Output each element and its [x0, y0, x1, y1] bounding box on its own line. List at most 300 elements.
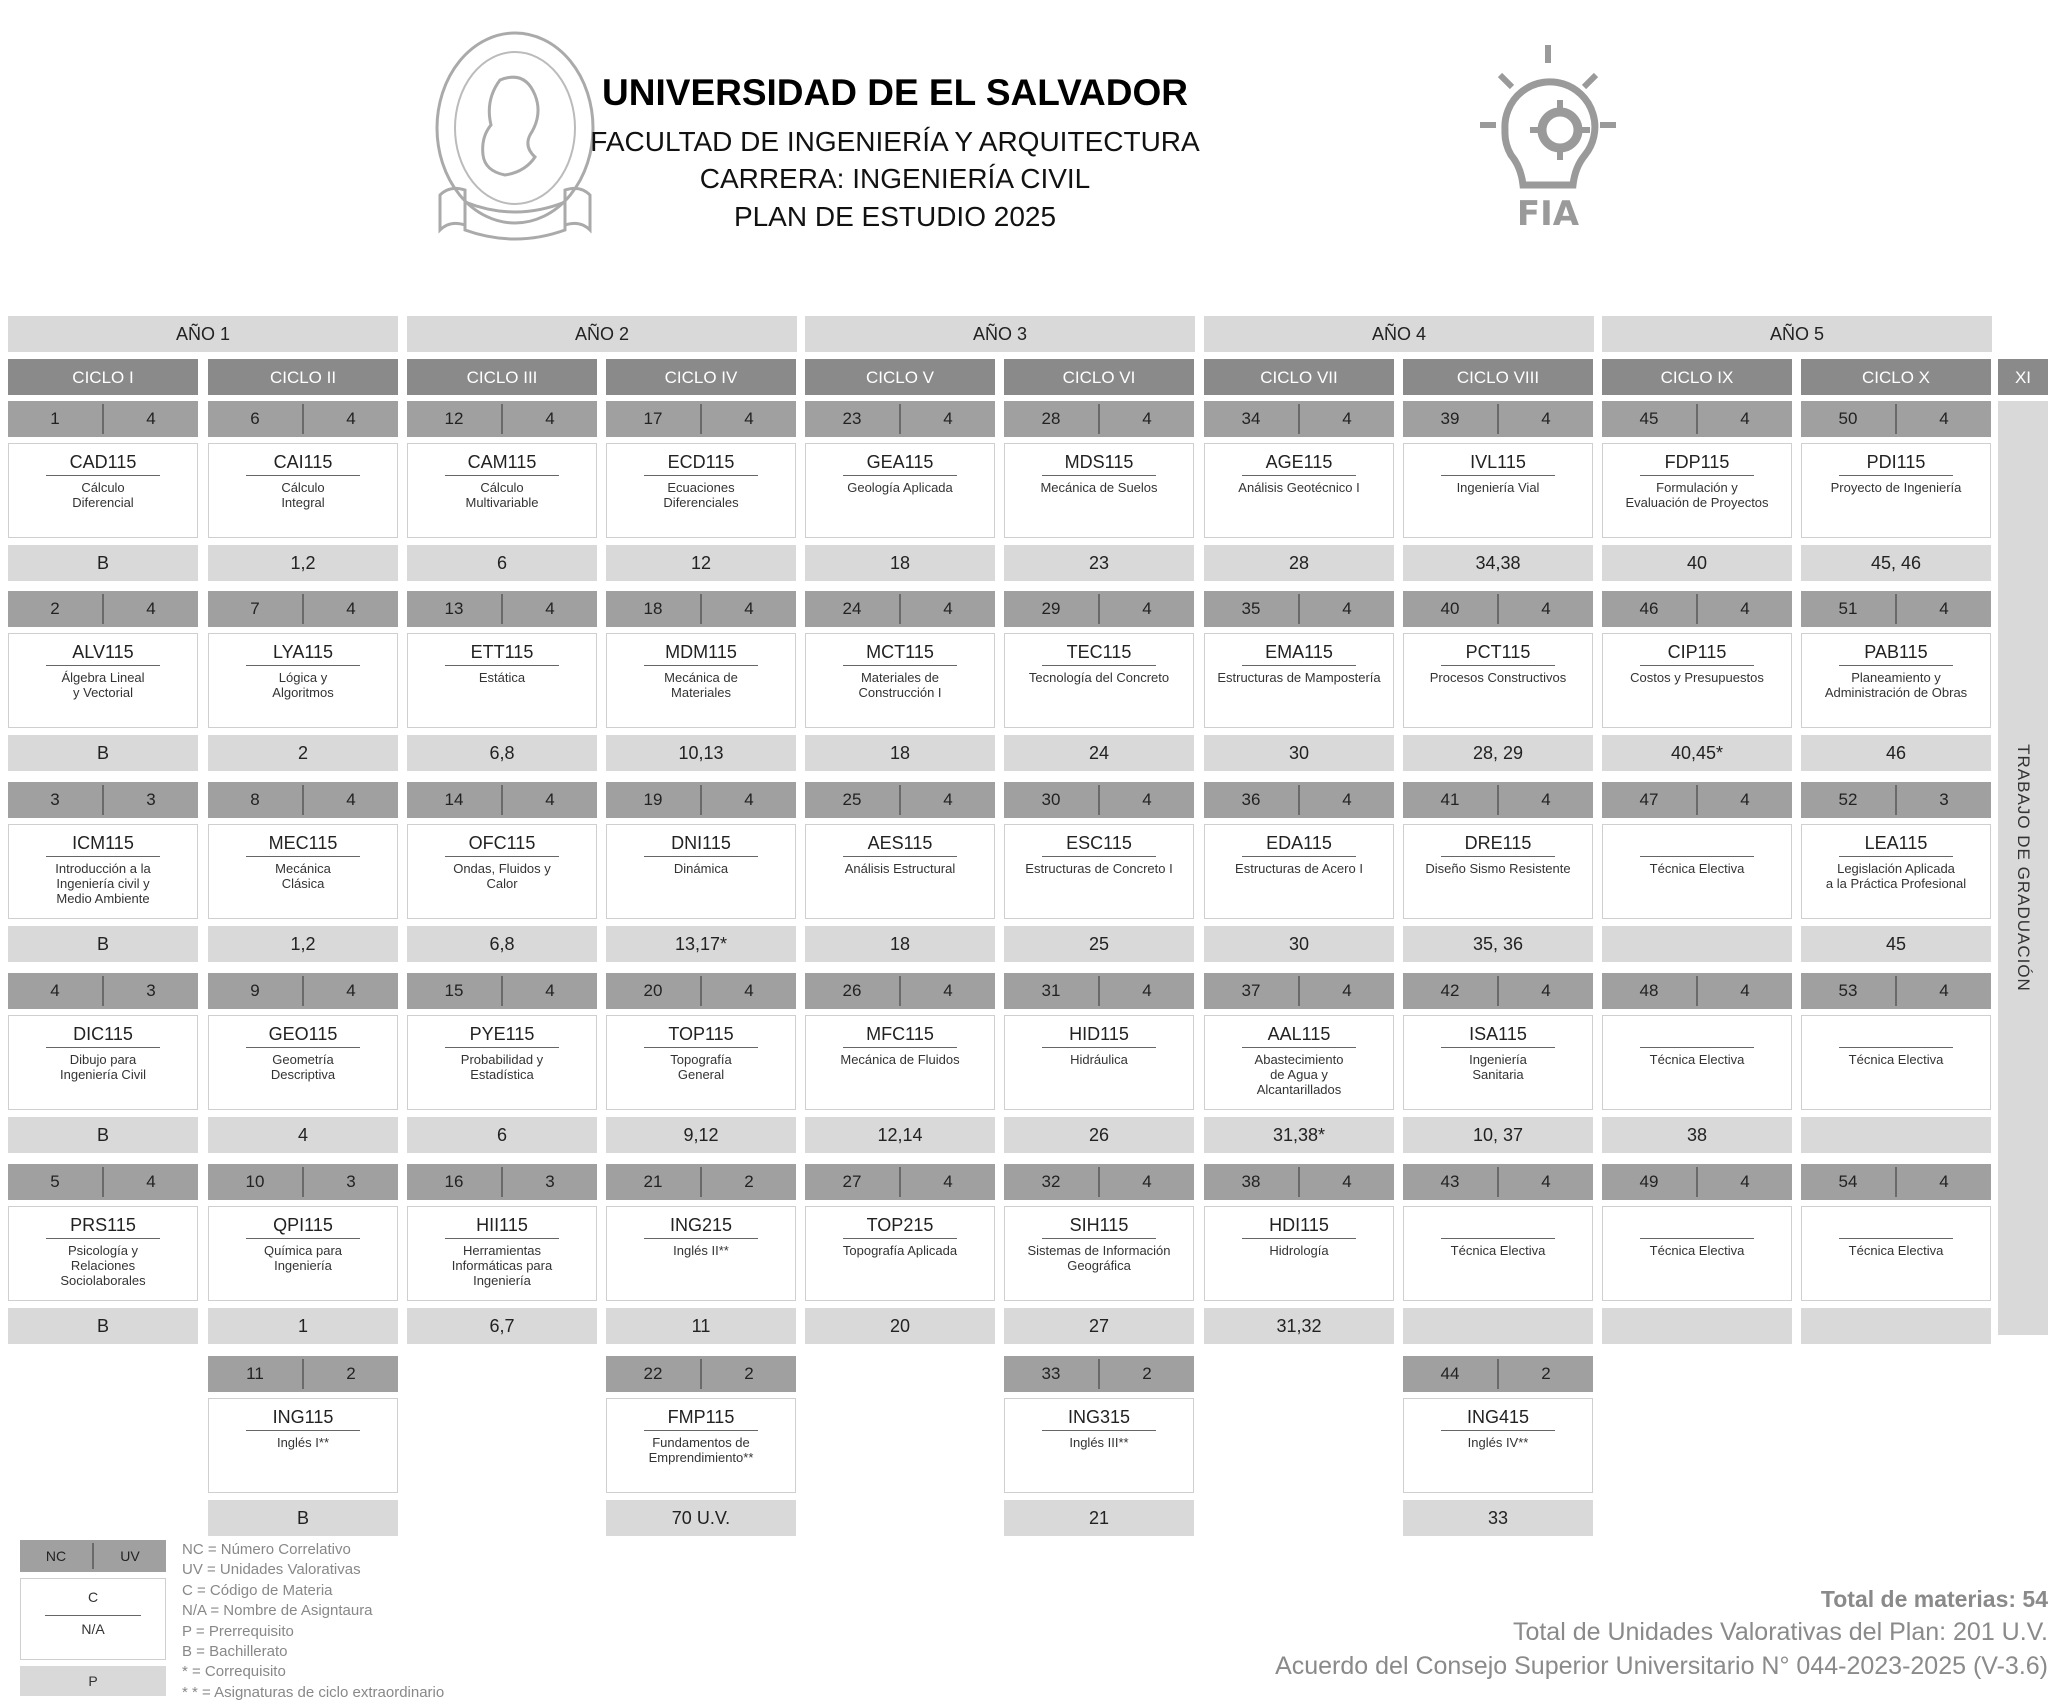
- course-card[interactable]: [1403, 401, 1593, 581]
- course-card[interactable]: [1403, 1164, 1593, 1344]
- course-units: 4: [1740, 409, 1750, 428]
- course-prerequisite: 1,2: [208, 545, 398, 581]
- course-number: 50: [1838, 409, 1858, 428]
- course-code: ING315: [1067, 1407, 1131, 1427]
- course-card[interactable]: [1801, 1164, 1991, 1344]
- course-number: 28: [1041, 409, 1061, 428]
- course-units: 4: [1142, 981, 1152, 1000]
- course-units: 4: [744, 409, 754, 428]
- course-card[interactable]: [805, 401, 995, 581]
- cycle-header: CICLO I: [8, 359, 198, 395]
- course-number: 1: [50, 409, 60, 428]
- course-prerequisite: B: [8, 1117, 198, 1153]
- faculty-title: FACULTAD DE INGENIERÍA Y ARQUITECTURA: [590, 126, 1200, 157]
- course-prerequisite: 6,8: [407, 735, 597, 771]
- course-card[interactable]: [1403, 973, 1593, 1153]
- course-nc-uv: [606, 973, 796, 1009]
- course-nc-uv: [1004, 401, 1194, 437]
- course-number: 49: [1639, 1172, 1659, 1191]
- course-name: Introducción a la Ingeniería civil y Medio Ambiente: [55, 861, 151, 906]
- plan-title: PLAN DE ESTUDIO 2025: [733, 201, 1057, 232]
- course-code: FMP115: [667, 1407, 735, 1427]
- course-prerequisite: 45, 46: [1801, 545, 1991, 581]
- course-card[interactable]: [1004, 1356, 1194, 1536]
- course-units: 4: [346, 981, 356, 1000]
- course-prerequisite: 30: [1204, 926, 1394, 962]
- course-card[interactable]: [1801, 782, 1991, 962]
- course-prerequisite: 31,38*: [1204, 1117, 1394, 1153]
- course-nc-uv: [1602, 782, 1792, 818]
- course-prerequisite: 2: [208, 735, 398, 771]
- svg-text:FIA: FIA: [1516, 194, 1580, 234]
- course-code: CAI115: [273, 452, 333, 472]
- course-box: [1204, 1206, 1394, 1301]
- course-card[interactable]: [606, 1356, 796, 1536]
- course-units: 4: [744, 790, 754, 809]
- course-units: 4: [943, 599, 953, 618]
- course-card[interactable]: [606, 1164, 796, 1344]
- course-box: [8, 824, 198, 919]
- course-code: ETT115: [470, 642, 534, 662]
- course-box: [1004, 443, 1194, 538]
- year-header: AÑO 1: [8, 316, 398, 352]
- course-prerequisite: 28: [1204, 545, 1394, 581]
- course-card[interactable]: [1204, 1164, 1394, 1344]
- course-card[interactable]: [208, 973, 398, 1153]
- course-card[interactable]: [805, 1164, 995, 1344]
- course-name: Abastecimiento de Agua y Alcantarillados: [1254, 1052, 1344, 1097]
- year-header: AÑO 3: [805, 316, 1195, 352]
- course-box: [1204, 824, 1394, 919]
- course-name: Herramientas Informáticas para Ingeniería: [451, 1243, 553, 1288]
- course-card[interactable]: [606, 782, 796, 962]
- course-nc-uv: [8, 591, 198, 627]
- course-box: [208, 1015, 398, 1110]
- course-number: 37: [1241, 981, 1261, 1000]
- course-box: [1801, 633, 1991, 728]
- course-name: Mecánica Clásica: [275, 861, 331, 891]
- course-name: Hidráulica: [1070, 1052, 1128, 1067]
- course-units: 4: [146, 599, 156, 618]
- course-card[interactable]: [606, 591, 796, 771]
- course-box: [1204, 443, 1394, 538]
- course-nc-uv: [1801, 401, 1991, 437]
- course-units: 4: [1939, 981, 1949, 1000]
- course-card[interactable]: [208, 1356, 398, 1536]
- course-code: EMA115: [1265, 642, 1333, 662]
- course-nc-uv: [1602, 401, 1792, 437]
- course-code: MDS115: [1064, 452, 1134, 472]
- course-box: [805, 1015, 995, 1110]
- course-number: 53: [1838, 981, 1858, 1000]
- course-units: 4: [545, 981, 555, 1000]
- course-name: Legislación Aplicada a la Práctica Profesional: [1825, 861, 1967, 891]
- course-card[interactable]: [606, 401, 796, 581]
- career-title: CARRERA: INGENIERÍA CIVIL: [699, 163, 1091, 194]
- course-card[interactable]: [1403, 782, 1593, 962]
- course-card[interactable]: [1204, 782, 1394, 962]
- course-card[interactable]: [1004, 782, 1194, 962]
- course-prerequisite: 38: [1602, 1117, 1792, 1153]
- course-nc-uv: [1801, 1164, 1991, 1200]
- course-units: 4: [146, 1172, 156, 1191]
- course-card[interactable]: [1004, 973, 1194, 1153]
- legend-line: * = Correquisito: [182, 1663, 286, 1681]
- course-nc-uv: [805, 591, 995, 627]
- course-prerequisite: B: [8, 1308, 198, 1344]
- course-box: [805, 824, 995, 919]
- course-units: 4: [1342, 409, 1352, 428]
- course-units: 2: [744, 1172, 754, 1191]
- course-number: 2: [50, 599, 60, 618]
- course-card[interactable]: [208, 401, 398, 581]
- course-box: [1403, 443, 1593, 538]
- course-card[interactable]: [1004, 401, 1194, 581]
- course-card[interactable]: [1801, 973, 1991, 1153]
- course-code: FDP115: [1664, 452, 1730, 472]
- course-units: 3: [1939, 790, 1949, 809]
- course-number: 12: [444, 409, 464, 428]
- course-box: [1602, 1206, 1792, 1301]
- course-code: MEC115: [268, 833, 338, 853]
- course-box: [1403, 824, 1593, 919]
- course-code: ING115: [272, 1407, 334, 1427]
- course-number: 4: [50, 981, 60, 1000]
- course-nc-uv: [208, 973, 398, 1009]
- year-header: AÑO 5: [1602, 316, 1992, 352]
- legend-c: C: [87, 1589, 99, 1605]
- course-prerequisite: 6,8: [407, 926, 597, 962]
- course-box: [606, 824, 796, 919]
- course-name: Ingeniería Sanitaria: [1469, 1052, 1527, 1082]
- legend-line: * * = Asignaturas de ciclo extraordinario: [182, 1683, 445, 1701]
- total-uv: Total de Unidades Valorativas del Plan: 201 U.V.: [1512, 1618, 2048, 1646]
- course-card[interactable]: [1602, 973, 1792, 1153]
- course-nc-uv: [1801, 782, 1991, 818]
- course-prerequisite: 30: [1204, 735, 1394, 771]
- legend-nc: NC: [45, 1548, 67, 1564]
- course-nc-uv: [407, 591, 597, 627]
- course-units: 4: [744, 599, 754, 618]
- course-code: ALV115: [72, 642, 134, 662]
- cycle-header: CICLO VII: [1204, 359, 1394, 395]
- cycle-header: CICLO VI: [1004, 359, 1194, 395]
- course-box: [208, 633, 398, 728]
- course-name: Topografía General: [670, 1052, 732, 1082]
- course-number: 34: [1241, 409, 1261, 428]
- course-name: Inglés II**: [673, 1243, 729, 1258]
- course-code: DIC115: [73, 1024, 133, 1044]
- course-card[interactable]: [407, 591, 597, 771]
- course-nc-uv: [805, 401, 995, 437]
- course-code: HDI115: [1269, 1215, 1329, 1235]
- course-number: 20: [643, 981, 663, 1000]
- course-code: MCT115: [866, 642, 934, 662]
- course-units: 3: [346, 1172, 356, 1191]
- course-number: 44: [1440, 1364, 1460, 1383]
- course-name: Costos y Presupuestos: [1630, 670, 1764, 685]
- course-number: 22: [643, 1364, 663, 1383]
- course-units: 4: [346, 599, 356, 618]
- course-prerequisite: 10, 37: [1403, 1117, 1593, 1153]
- course-name: Ingeniería Vial: [1456, 480, 1540, 495]
- course-card[interactable]: [407, 1164, 597, 1344]
- course-prerequisite: 31,32: [1204, 1308, 1394, 1344]
- course-number: 5: [50, 1172, 60, 1191]
- course-card[interactable]: [8, 401, 198, 581]
- course-name: Sistemas de Información Geográfica: [1027, 1243, 1171, 1273]
- course-prerequisite: 6: [407, 1117, 597, 1153]
- council-agreement: Acuerdo del Consejo Superior Universitario N° 044-2023-2025 (V-3.6): [1275, 1652, 2048, 1680]
- course-card[interactable]: [606, 973, 796, 1153]
- course-units: 4: [346, 790, 356, 809]
- course-code: OFC115: [468, 833, 536, 853]
- course-prerequisite: [1602, 926, 1792, 962]
- course-box: [606, 1398, 796, 1493]
- course-prerequisite: 23: [1004, 545, 1194, 581]
- course-box: [1602, 443, 1792, 538]
- course-prerequisite: 18: [805, 735, 995, 771]
- course-card[interactable]: [1204, 401, 1394, 581]
- course-units: 3: [146, 790, 156, 809]
- course-nc-uv: [208, 782, 398, 818]
- course-name: Inglés I**: [276, 1435, 330, 1450]
- course-card[interactable]: [1204, 973, 1394, 1153]
- course-units: 4: [1541, 409, 1551, 428]
- course-box: [407, 443, 597, 538]
- course-number: 40: [1440, 599, 1460, 618]
- course-number: 16: [444, 1172, 464, 1191]
- course-number: 14: [444, 790, 464, 809]
- course-card[interactable]: [805, 973, 995, 1153]
- course-prerequisite: 45: [1801, 926, 1991, 962]
- course-prerequisite: 46: [1801, 735, 1991, 771]
- course-name: Estructuras de Concreto I: [1025, 861, 1173, 876]
- course-nc-uv: [1204, 591, 1394, 627]
- course-code: GEO115: [268, 1024, 338, 1044]
- course-box: [1004, 1398, 1194, 1493]
- course-units: 4: [545, 599, 555, 618]
- course-box: [1004, 824, 1194, 919]
- course-card[interactable]: [805, 782, 995, 962]
- course-card[interactable]: [407, 973, 597, 1153]
- course-units: 4: [1541, 599, 1551, 618]
- course-nc-uv: [1204, 401, 1394, 437]
- legend-key: [20, 1540, 170, 1700]
- course-code: PDI115: [1866, 452, 1926, 472]
- course-box: [1602, 824, 1792, 919]
- course-card[interactable]: [1403, 1356, 1593, 1536]
- course-box: [208, 443, 398, 538]
- course-number: 48: [1639, 981, 1659, 1000]
- course-units: 2: [744, 1364, 754, 1383]
- course-number: 45: [1639, 409, 1659, 428]
- course-prerequisite: 20: [805, 1308, 995, 1344]
- course-number: 36: [1241, 790, 1261, 809]
- course-prerequisite: 70 U.V.: [606, 1500, 796, 1536]
- course-code: QPI115: [273, 1215, 333, 1235]
- course-name: Lógica y Algoritmos: [272, 670, 334, 700]
- course-name: Planeamiento y Administración de Obras: [1824, 670, 1968, 700]
- course-name: Química para Ingeniería: [263, 1243, 343, 1273]
- course-number: 23: [842, 409, 862, 428]
- course-box: [407, 633, 597, 728]
- course-number: 19: [643, 790, 663, 809]
- course-card[interactable]: [1602, 1164, 1792, 1344]
- course-nc-uv: [1403, 973, 1593, 1009]
- course-code: TOP115: [668, 1024, 734, 1044]
- course-box: [407, 824, 597, 919]
- course-card[interactable]: [1602, 591, 1792, 771]
- course-name: Fundamentos de Emprendimiento**: [648, 1435, 754, 1465]
- course-code: DRE115: [1464, 833, 1532, 853]
- course-box: [1204, 633, 1394, 728]
- course-prerequisite: 33: [1403, 1500, 1593, 1536]
- course-box: [1004, 1206, 1194, 1301]
- course-prerequisite: 1,2: [208, 926, 398, 962]
- lightbulb-gear-icon: [1460, 35, 1635, 235]
- course-nc-uv: [606, 782, 796, 818]
- course-name: Cálculo Diferencial: [72, 480, 134, 510]
- course-prerequisite: 27: [1004, 1308, 1194, 1344]
- course-card[interactable]: [1204, 591, 1394, 771]
- course-card[interactable]: [1801, 591, 1991, 771]
- course-box: [805, 1206, 995, 1301]
- legend-nc-uv: [20, 1540, 166, 1572]
- course-nc-uv: [1004, 1356, 1194, 1392]
- course-box: [1602, 633, 1792, 728]
- course-nc-uv: [1204, 973, 1394, 1009]
- course-nc-uv: [1004, 1164, 1194, 1200]
- course-prerequisite: 6,7: [407, 1308, 597, 1344]
- course-prerequisite: 25: [1004, 926, 1194, 962]
- course-name: Hidrología: [1269, 1243, 1329, 1258]
- thesis-label: TRABAJO DE GRADUACIÓN: [2014, 744, 2033, 992]
- course-nc-uv: [1602, 591, 1792, 627]
- course-card[interactable]: [1004, 1164, 1194, 1344]
- course-card[interactable]: [208, 782, 398, 962]
- course-nc-uv: [805, 1164, 995, 1200]
- course-name: Dinámica: [673, 861, 729, 876]
- course-name: Mecánica de Fluidos: [840, 1052, 960, 1067]
- course-prerequisite: B: [8, 926, 198, 962]
- course-units: 2: [1142, 1364, 1152, 1383]
- course-name: Estructuras de Acero I: [1235, 861, 1363, 876]
- legend-line: C = Código de Materia: [182, 1581, 333, 1599]
- course-box: [8, 443, 198, 538]
- course-code: HID115: [1069, 1024, 1129, 1044]
- course-card[interactable]: [1004, 591, 1194, 771]
- course-number: 29: [1041, 599, 1061, 618]
- course-card[interactable]: [8, 1164, 198, 1344]
- course-card[interactable]: [8, 973, 198, 1153]
- course-card[interactable]: [8, 782, 198, 962]
- course-units: 4: [346, 409, 356, 428]
- course-nc-uv: [1204, 1164, 1394, 1200]
- course-nc-uv: [8, 973, 198, 1009]
- course-card[interactable]: [8, 591, 198, 771]
- course-card[interactable]: [1801, 401, 1991, 581]
- course-prerequisite: B: [208, 1500, 398, 1536]
- course-nc-uv: [1801, 973, 1991, 1009]
- course-card[interactable]: [1403, 591, 1593, 771]
- course-units: 4: [1342, 599, 1352, 618]
- course-code: ECD115: [667, 452, 735, 472]
- course-box: [1004, 1015, 1194, 1110]
- course-units: 4: [943, 790, 953, 809]
- course-card[interactable]: [805, 591, 995, 771]
- course-code: IVL115: [1470, 452, 1526, 472]
- course-nc-uv: [1602, 973, 1792, 1009]
- course-name: Cálculo Integral: [281, 480, 325, 510]
- course-number: 47: [1639, 790, 1659, 809]
- course-number: 24: [842, 599, 862, 618]
- legend-line: UV = Unidades Valorativas: [182, 1561, 361, 1579]
- course-number: 27: [842, 1172, 862, 1191]
- course-units: 4: [1342, 1172, 1352, 1191]
- course-card[interactable]: [1602, 401, 1792, 581]
- course-nc-uv: [1602, 1164, 1792, 1200]
- course-box: [1004, 633, 1194, 728]
- course-units: 4: [1142, 790, 1152, 809]
- course-name: Técnica Electiva: [1649, 1243, 1745, 1258]
- course-card[interactable]: [407, 782, 597, 962]
- legend-line: P = Prerrequisito: [182, 1622, 294, 1640]
- course-nc-uv: [1403, 1356, 1593, 1392]
- course-box: [606, 443, 796, 538]
- legend-p: P: [20, 1666, 166, 1696]
- course-name: Inglés IV**: [1467, 1435, 1529, 1450]
- course-units: 4: [1342, 790, 1352, 809]
- course-card[interactable]: [208, 1164, 398, 1344]
- course-units: 4: [1541, 790, 1551, 809]
- course-code: MDM115: [665, 642, 737, 662]
- course-nc-uv: [208, 1164, 398, 1200]
- course-nc-uv: [208, 1356, 398, 1392]
- course-prerequisite: 40: [1602, 545, 1792, 581]
- course-box: [407, 1015, 597, 1110]
- course-number: 42: [1440, 981, 1460, 1000]
- course-name: Psicología y Relaciones Sociolaborales: [60, 1243, 146, 1288]
- course-code: GEA115: [866, 452, 934, 472]
- course-nc-uv: [606, 1164, 796, 1200]
- course-box: [606, 633, 796, 728]
- course-prerequisite: 21: [1004, 1500, 1194, 1536]
- course-units: 4: [943, 981, 953, 1000]
- course-units: 4: [545, 409, 555, 428]
- course-nc-uv: [1204, 782, 1394, 818]
- course-code: LYA115: [272, 642, 334, 662]
- course-name: Estructuras de Mampostería: [1217, 670, 1381, 685]
- cycle-header: CICLO II: [208, 359, 398, 395]
- course-box: [208, 1398, 398, 1493]
- course-prerequisite: [1801, 1308, 1991, 1344]
- course-name: Geología Aplicada: [847, 480, 953, 495]
- course-name: Mecánica de Materiales: [664, 670, 738, 700]
- course-number: 46: [1639, 599, 1659, 618]
- course-card[interactable]: [208, 591, 398, 771]
- course-card[interactable]: [407, 401, 597, 581]
- header: [0, 0, 2048, 300]
- course-box: [1403, 1206, 1593, 1301]
- course-code: DNI115: [671, 833, 731, 853]
- course-units: 4: [1142, 1172, 1152, 1191]
- course-box: [1801, 443, 1991, 538]
- course-card[interactable]: [1602, 782, 1792, 962]
- cycle-header: CICLO V: [805, 359, 995, 395]
- course-box: [8, 633, 198, 728]
- course-number: 3: [50, 790, 60, 809]
